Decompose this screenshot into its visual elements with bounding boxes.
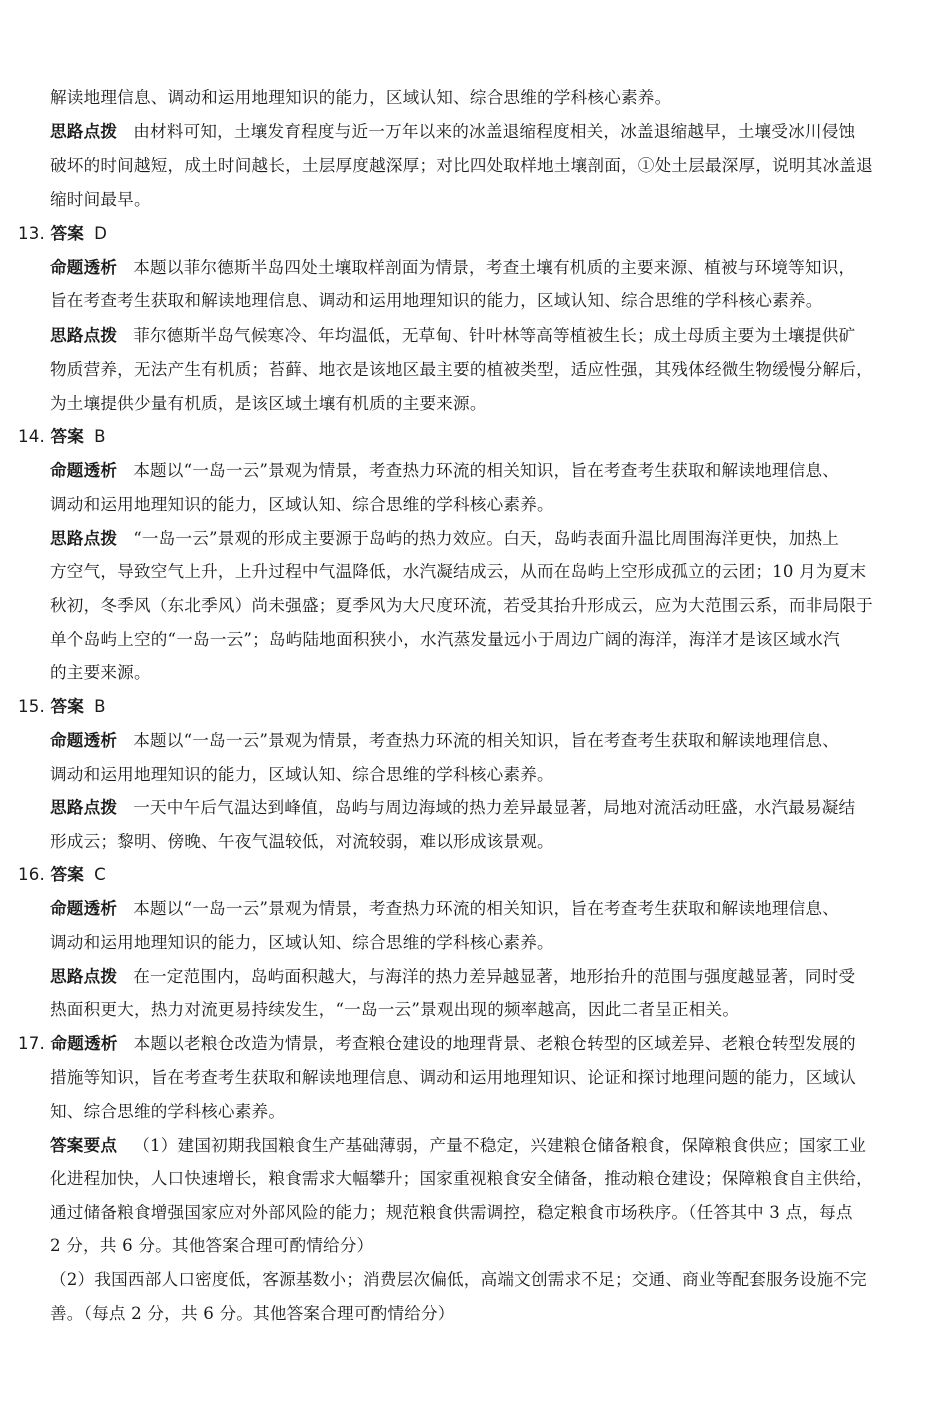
key-points-label: 答案要点: [50, 1136, 118, 1155]
key-points-line: 答案要点 （1）建国初期我国粮食生产基础薄弱，产量不稳定，兴建粮仓储备粮食，保障粮食供应；国家工业: [50, 1136, 867, 1155]
intent-line: 命题透析 本题以菲尔德斯半岛四处土壤取样剖面为情景，考查土壤有机质的主要来源、植被与环境等知识，: [50, 258, 856, 277]
text-line: 知、综合思维的学科核心素养。: [50, 1102, 286, 1121]
text-line: 解读地理信息、调动和运用地理知识的能力，区域认知、综合思维的学科核心素养。: [50, 88, 672, 107]
hint-line: 思路点拨 “一岛一云”景观的形成主要源于岛屿的热力效应。白天，岛屿表面升温比周围海洋更快，加热上: [50, 529, 840, 548]
text-line: 的主要来源。: [50, 663, 151, 682]
intent-label: 命题透析: [50, 258, 118, 277]
text-line: 通过储备粮食增强国家应对外部风险的能力；规范粮食供需调控，稳定粮食市场秩序。（任答其中 3 点，每点: [50, 1203, 853, 1222]
intent-label: 命题透析: [50, 899, 118, 918]
text-line: 方空气，导致空气上升，上升过程中气温降低，水汽凝结成云，从而在岛屿上空形成孤立的云团；10 月为夏末: [50, 562, 867, 581]
text-line: 调动和运用地理知识的能力，区域认知、综合思维的学科核心素养。: [50, 933, 554, 952]
question-14-answer: 14. 答案 B: [18, 427, 106, 446]
hint-line: 思路点拨 在一定范围内，岛屿面积越大，与海洋的热力差异越显著，地形抬升的范围与强度越显著，同时受: [50, 967, 856, 986]
text-line: 秋初，冬季风（东北季风）尚未强盛；夏季风为大尺度环流，若受其抬升形成云，应为大范围云系，而非局限于: [50, 596, 873, 615]
question-17-intent: 17. 命题透析 本题以老粮仓改造为情景，考查粮仓建设的地理背景、老粮仓转型的区域差异、老粮仓转型发展的: [18, 1034, 856, 1053]
hint-line: 思路点拨 一天中午后气温达到峰值，岛屿与周边海域的热力差异最显著，局地对流活动旺盛，水汽最易凝结: [50, 798, 856, 817]
text-line: 调动和运用地理知识的能力，区域认知、综合思维的学科核心素养。: [50, 495, 554, 514]
text-line: 调动和运用地理知识的能力，区域认知、综合思维的学科核心素养。: [50, 765, 554, 784]
intent-label: 命题透析: [50, 1034, 118, 1053]
text-line: 旨在考查考生获取和解读地理信息、调动和运用地理知识的能力，区域认知、综合思维的学科核心素养。: [50, 291, 823, 310]
question-16-answer: 16. 答案 C: [18, 865, 106, 884]
text-line: 化进程加快，人口快速增长，粮食需求大幅攀升；国家重视粮食安全储备，推动粮仓建设；保障粮食自主供给，: [50, 1169, 873, 1188]
hint-label: 思路点拨: [50, 798, 118, 817]
text-line: 缩时间最早。: [50, 190, 151, 209]
hint-label: 思路点拨: [50, 122, 118, 141]
text-line: 2 分，共 6 分。其他答案合理可酌情给分）: [50, 1236, 374, 1255]
text-line: （2）我国西部人口密度低，客源基数小；消费层次偏低，高端文创需求不足；交通、商业等配套服务设施不完: [50, 1270, 867, 1289]
intent-line: 命题透析 本题以“一岛一云”景观为情景，考查热力环流的相关知识，旨在考查考生获取和解读地理信息、: [50, 899, 840, 918]
text-line: 单个岛屿上空的“一岛一云”；岛屿陆地面积狭小，水汽蒸发量远小于周边广阔的海洋，海洋才是该区域水汽: [50, 630, 840, 649]
hint-label: 思路点拨: [50, 967, 118, 986]
text-line: 物质营养，无法产生有机质；苔藓、地衣是该地区最主要的植被类型，适应性强，其残体经微生物缓慢分解后，: [50, 360, 873, 379]
intent-label: 命题透析: [50, 461, 118, 480]
text-line: 为土壤提供少量有机质，是该区域土壤有机质的主要来源。: [50, 394, 487, 413]
text-line: 热面积更大，热力对流更易持续发生，“一岛一云”景观出现的频率越高，因此二者呈正相关。: [50, 1000, 740, 1019]
text-line: 善。（每点 2 分，共 6 分。其他答案合理可酌情给分）: [50, 1304, 455, 1323]
hint-line: 思路点拨 由材料可知，土壤发育程度与近一万年以来的冰盖退缩程度相关，冰盖退缩越早，土壤受冰川侵蚀: [50, 122, 856, 141]
question-13-answer: 13. 答案 D: [18, 224, 108, 243]
intent-line: 命题透析 本题以“一岛一云”景观为情景，考查热力环流的相关知识，旨在考查考生获取和解读地理信息、: [50, 731, 840, 750]
hint-line: 思路点拨 菲尔德斯半岛气候寒冷、年均温低，无草甸、针叶林等高等植被生长；成土母质主要为土壤提供矿: [50, 326, 856, 345]
text-line: 措施等知识，旨在考查考生获取和解读地理信息、调动和运用地理知识、论证和探讨地理问题的能力，区域认: [50, 1068, 857, 1087]
intent-line: 命题透析 本题以“一岛一云”景观为情景，考查热力环流的相关知识，旨在考查考生获取和解读地理信息、: [50, 461, 840, 480]
text-line: 形成云；黎明、傍晚、午夜气温较低，对流较弱，难以形成该景观。: [50, 832, 554, 851]
question-15-answer: 15. 答案 B: [18, 697, 106, 716]
text-line: 破坏的时间越短，成土时间越长，土层厚度越深厚；对比四处取样地土壤剖面，①处土层最深厚，说明其冰盖退: [50, 156, 873, 175]
hint-label: 思路点拨: [50, 529, 118, 548]
hint-label: 思路点拨: [50, 326, 118, 345]
intent-label: 命题透析: [50, 731, 118, 750]
